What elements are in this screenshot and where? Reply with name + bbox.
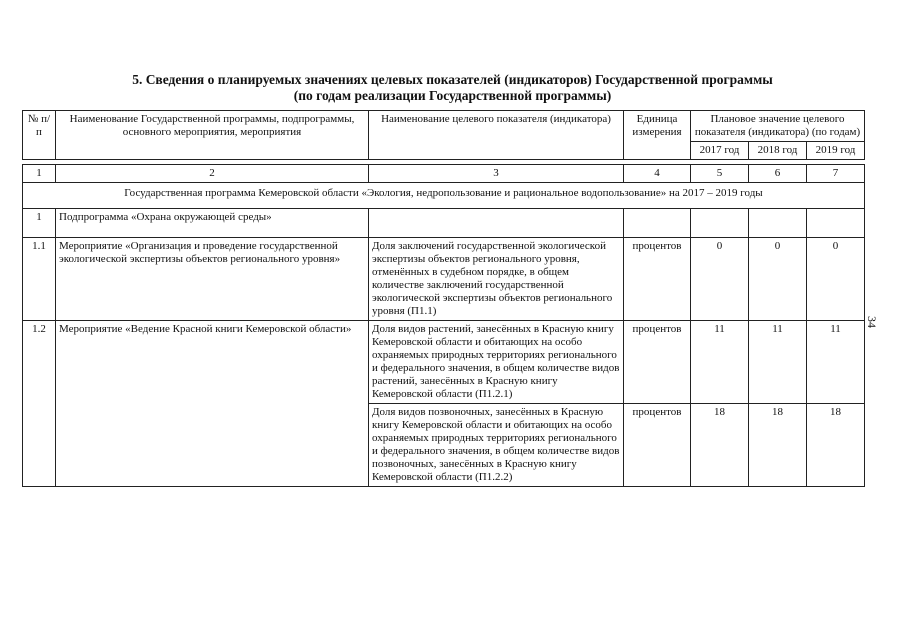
column-number: 3: [369, 165, 624, 183]
row-value-2019: 18: [807, 404, 865, 487]
header-year: 2019 год: [807, 142, 865, 160]
row-indicator: Доля видов позвоночных, занесённых в Красную книгу Кемеровской области и обитающих на особо охраняемых природных территориях регионального и федерального значения, в общем количестве видов позвоночных, занесённых в Красную книгу Кемеровской области (П1.2.2): [369, 404, 624, 487]
column-number: 7: [807, 165, 865, 183]
row-indicator: Доля заключений государственной экологической экспертизы объектов регионального уровня, отменённых в судебном порядке, в общем количестве заключений государственной экологической экспертизы объектов регионального уровня (П1.1): [369, 238, 624, 321]
header-name: Наименование Государственной программы, подпрограммы, основного мероприятия, мероприятия: [56, 111, 369, 160]
row-num: 1.1: [23, 238, 56, 321]
row-value-2018: 18: [749, 404, 807, 487]
program-row: [23, 183, 865, 209]
title-line-1: 5. Сведения о планируемых значениях целевых показателей (индикаторов) Государственной программы: [132, 72, 773, 87]
row-unit: процентов: [624, 321, 691, 404]
row-value-2018: 0: [749, 238, 807, 321]
indicators-table: [22, 110, 865, 487]
row-name: Мероприятие «Организация и проведение государственной экологической экспертизы объектов регионального уровня»: [56, 238, 369, 321]
document-title: [0, 72, 905, 104]
row-value-2017: 11: [691, 321, 749, 404]
header-num: № п/п: [23, 111, 56, 160]
header-plan: Плановое значение целевого показателя (индикатора) (по годам): [691, 111, 865, 142]
header-year: 2018 год: [749, 142, 807, 160]
column-numbers-row: [23, 165, 865, 183]
row-value-2019: 11: [807, 321, 865, 404]
subprogram-num: 1: [23, 209, 56, 238]
column-number: 1: [23, 165, 56, 183]
row-value-2018: 11: [749, 321, 807, 404]
column-number: 2: [56, 165, 369, 183]
header-year: 2017 год: [691, 142, 749, 160]
subprogram-row: [23, 209, 865, 238]
page-number: 34: [865, 316, 879, 328]
row-name: Мероприятие «Ведение Красной книги Кемеровской области»: [56, 321, 369, 487]
row-value-2017: 0: [691, 238, 749, 321]
table-row: [23, 238, 865, 321]
row-num: 1.2: [23, 321, 56, 487]
column-number: 6: [749, 165, 807, 183]
row-indicator: Доля видов растений, занесённых в Красную книгу Кемеровской области и обитающих на особо охраняемых природных территориях регионального и федерального значения, в общем количестве видов растений, занесённых в Красную книгу Кемеровской области (П1.2.1): [369, 321, 624, 404]
row-unit: процентов: [624, 404, 691, 487]
table-row: [23, 321, 865, 404]
program-name: Государственная программа Кемеровской области «Экология, недропользование и рациональное водопользование» на 2017 – 2019 годы: [23, 183, 865, 209]
header-indicator: Наименование целевого показателя (индикатора): [369, 111, 624, 160]
column-number: 5: [691, 165, 749, 183]
title-line-2: (по годам реализации Государственной программы): [293, 88, 612, 103]
header-row: [23, 111, 865, 142]
column-number: 4: [624, 165, 691, 183]
subprogram-name: Подпрограмма «Охрана окружающей среды»: [56, 209, 369, 238]
row-value-2019: 0: [807, 238, 865, 321]
row-value-2017: 18: [691, 404, 749, 487]
row-unit: процентов: [624, 238, 691, 321]
header-unit: Единица измерения: [624, 111, 691, 160]
